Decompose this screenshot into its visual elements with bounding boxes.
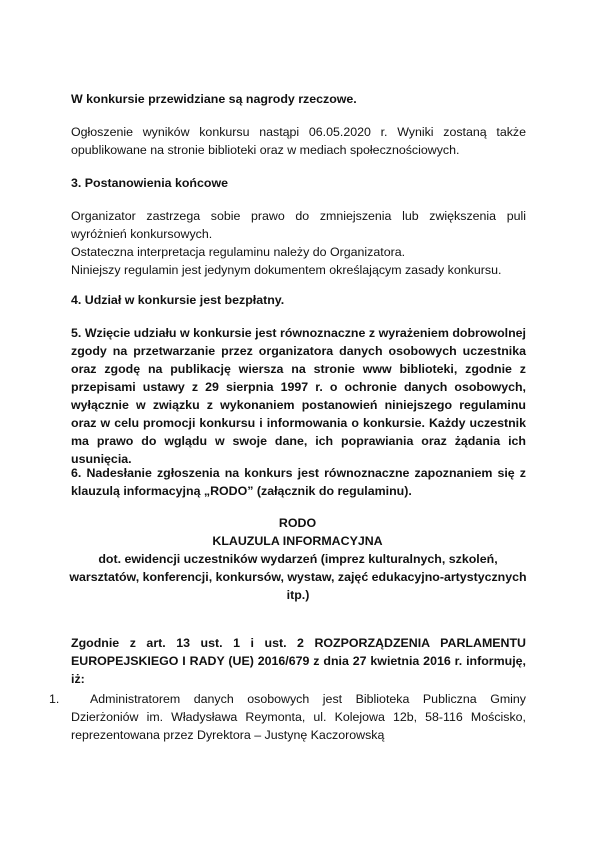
section4-free: 4. Udział w konkursie jest bezpłatny. (71, 293, 285, 307)
final-provisions-body (71, 207, 526, 279)
clause-subtitle: dot. ewidencji uczestników wydarzeń (imprez kulturalnych, szkoleń, warsztatów, konferencji, konkursów, wystaw, zajęć edukacyjno-artystycznych itp.) (69, 552, 527, 602)
only-document-text: Niniejszy regulamin jest jedynym dokumentem określającym zasady konkursu. (71, 263, 502, 277)
organizer-reserves-text: Organizator zastrzega sobie prawo do zmniejszenia lub zwiększenia puli wyróżnień konkursowych. (71, 209, 526, 241)
list-item-number: 1. (49, 692, 60, 706)
section3-heading: 3. Postanowienia końcowe (71, 176, 228, 190)
rodo-title: RODO (278, 516, 317, 530)
clause-title: KLAUZULA INFORMACYJNA (212, 534, 383, 548)
section5-text: 5. Wzięcie udziału w konkursie jest równoznaczne z wyrażeniem dobrowolnej zgody na przetwarzanie przez organizatora danych osobowych uczestnika oraz zgodę na publikację wiersza na stronie www biblioteki, zgodnie z przepisami ustawy z 29 sierpnia 1997 r. o ochronie danych osobowych, wyłącznie w związku z wykonaniem postanowień niniejszego regulaminu oraz w celu promocji konkursu i informowania o konkursie. Każdy uczestnik ma prawo do wglądu w swoje dane, ich poprawiania oraz żądania ich usunięcia. (71, 326, 526, 466)
administrator-info: Administratorem danych osobowych jest Biblioteka Publiczna Gminy Dzierżoniów im. Władysława Reymonta, ul. Kolejowa 12b, 58-116 Mościsko, reprezentowana przez Dyrektora – Justynę Kaczorowską (71, 692, 526, 742)
section6-text: 6. Nadesłanie zgłoszenia na konkurs jest równoznaczne zapoznaniem się z klauzulą informacyjną „RODO” (załącznik do regulaminu). (71, 466, 526, 498)
prizes-line: W konkursie przewidziane są nagrody rzeczowe. (71, 92, 357, 106)
regulation-intro: Zgodnie z art. 13 ust. 1 i ust. 2 ROZPORZĄDZENIA PARLAMENTU EUROPEJSKIEGO I RADY (UE) 2016/679 z dnia 27 kwietnia 2016 r. informuję, iż: (71, 636, 526, 686)
results-announcement: Ogłoszenie wyników konkursu nastąpi 06.05.2020 r. Wyniki zostaną także opublikowane na stronie biblioteki oraz w mediach społecznościowych. (71, 125, 526, 157)
final-interpretation-text: Ostateczna interpretacja regulaminu należy do Organizatora. (71, 245, 406, 259)
